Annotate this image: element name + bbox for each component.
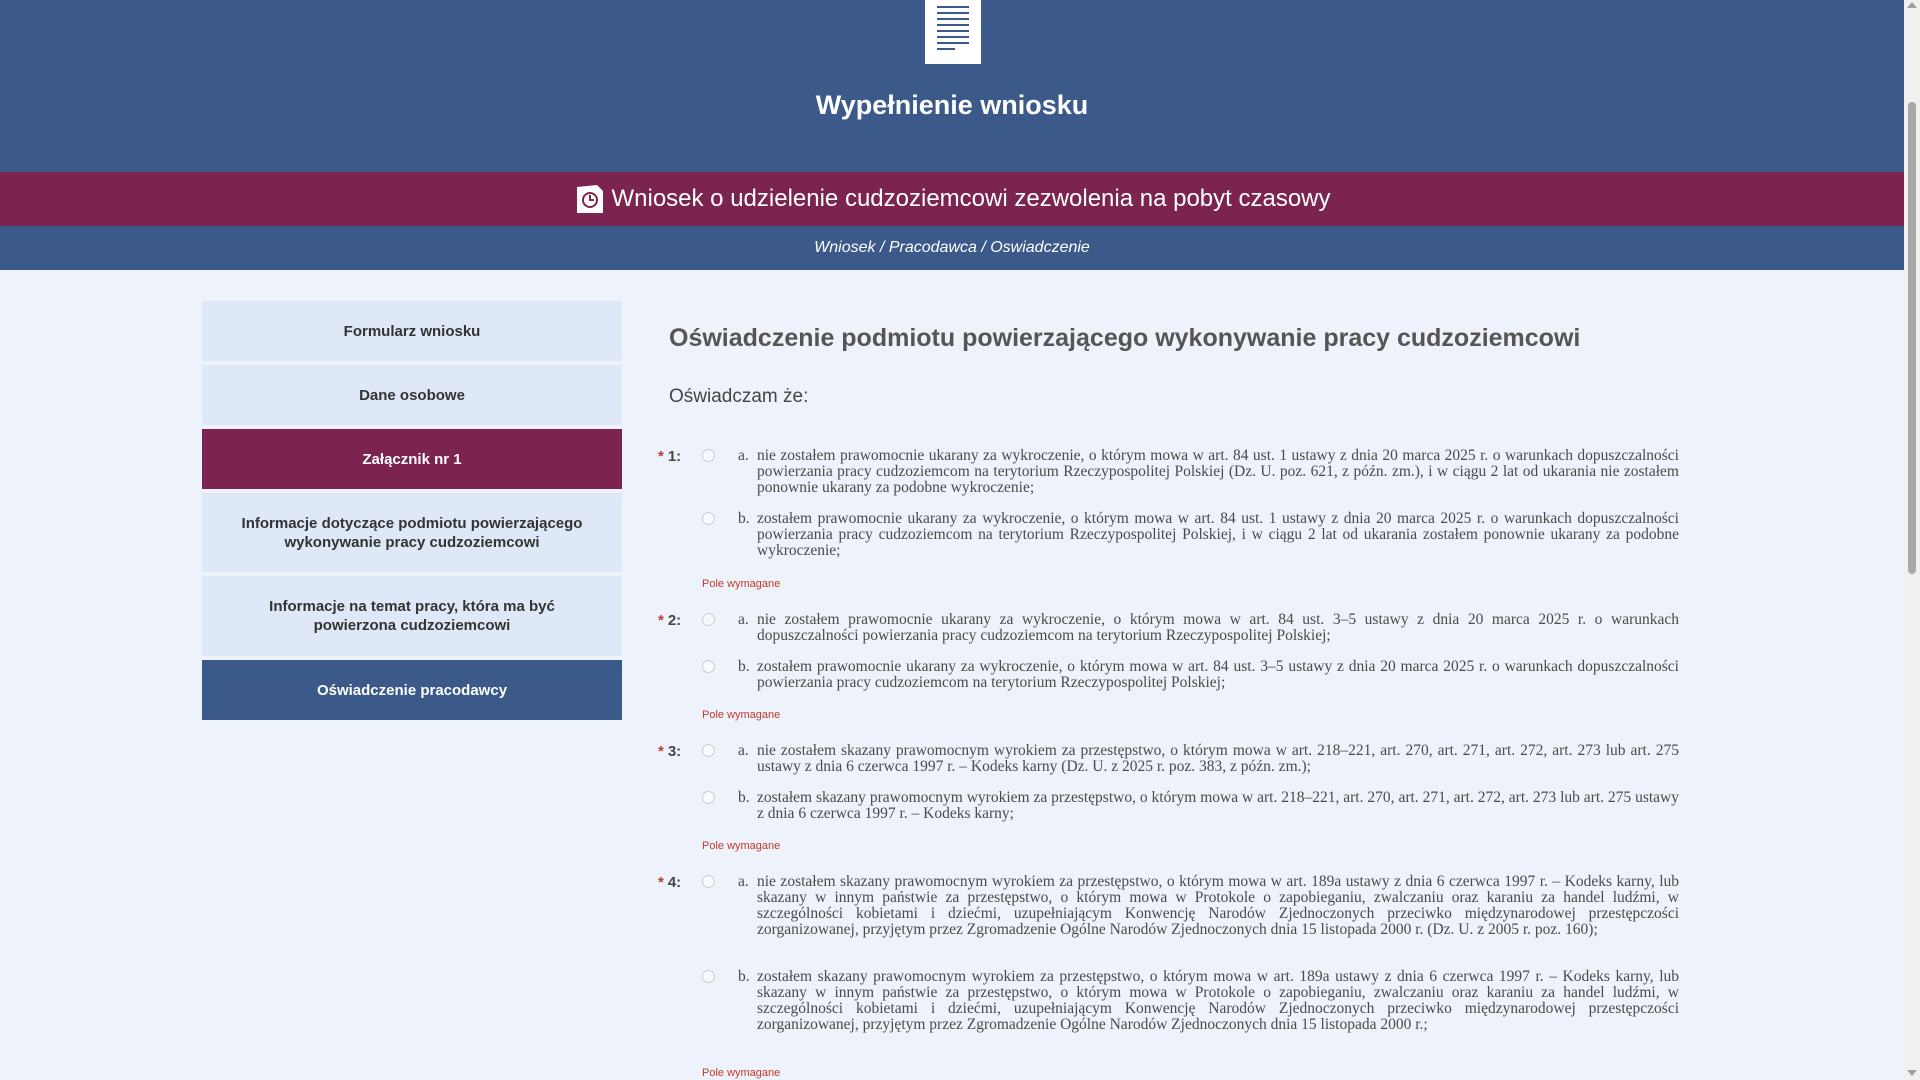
sidebar-item-label: Formularz wniosku bbox=[343, 322, 481, 340]
radio-button[interactable] bbox=[702, 613, 715, 626]
radio-button[interactable] bbox=[702, 512, 715, 525]
sidebar-item-dane-osobowe[interactable] bbox=[202, 365, 622, 425]
radio-button[interactable] bbox=[702, 791, 715, 804]
sidebar-item-informacje-praca[interactable] bbox=[202, 576, 622, 656]
option-text: a. nie zostałem prawomocnie ukarany za wykroczenie, o którym mowa w art. 84 ust. 1 ustawy z dnia 20 marca 2025 r. o warunkach dopuszczalności powierzania pracy cudzoziemcom na terytorium Rzeczypospolitej Polskiej (Dz. U. poz. 621, z późn. zm.), i w ciągu 2 lat od ukarania nie zostałem ponownie ukarany za podobne wykroczenie; bbox=[738, 447, 1679, 496]
application-title: Wniosek o udzielenie cudzoziemcowi zezwolenia na pobyt czasowy bbox=[611, 185, 1331, 212]
sidebar-item-oswiadczenie-pracodawcy[interactable] bbox=[202, 660, 622, 720]
sidebar-nav bbox=[202, 301, 622, 724]
option-text: b. zostałem prawomocnie ukarany za wykroczenie, o którym mowa w art. 84 ust. 3–5 ustawy z dnia 20 marca 2025 r. o warunkach dopuszczalności powierzania pracy cudzoziemcom na terytorium Rzeczypospolitej Polskiej; bbox=[738, 658, 1679, 691]
radio-button[interactable] bbox=[702, 744, 715, 757]
sidebar-item-label: Oświadczenie pracodawcy bbox=[316, 681, 508, 699]
document-icon bbox=[925, 0, 981, 64]
question-number: * 4: bbox=[658, 874, 682, 891]
question-number: * 1: bbox=[658, 448, 682, 465]
sidebar-item-label: Informacje na temat pracy, która ma być powierzona cudzoziemcowi bbox=[269, 598, 555, 634]
intro-text: Oświadczam że: bbox=[669, 386, 809, 407]
question-number: * 3: bbox=[658, 743, 682, 760]
radio-button[interactable] bbox=[702, 875, 715, 888]
option-text: b. zostałem skazany prawomocnym wyrokiem za przestępstwo, o którym mowa w art. 218–221, art. 270, art. 271, art. 272, art. 273 lub art. 275 ustawy z dnia 6 czerwca 1997 r. – Kodeks karny; bbox=[738, 789, 1679, 822]
sidebar-item-label: Załącznik nr 1 bbox=[362, 450, 462, 468]
scroll-up-arrow-icon[interactable] bbox=[1907, 2, 1917, 8]
radio-button[interactable] bbox=[702, 449, 715, 462]
sidebar-item-label: Informacje dotyczące podmiotu powierzającego wykonywanie pracy cudzoziemcowi bbox=[241, 514, 583, 551]
sidebar-item-label: Dane osobowe bbox=[359, 386, 465, 404]
sidebar-item-informacje-podmiot[interactable] bbox=[202, 493, 622, 572]
option-text: b. zostałem prawomocnie ukarany za wykroczenie, o którym mowa w art. 84 ust. 1 ustawy z dnia 20 marca 2025 r. o warunkach dopuszczalności powierzania pracy cudzoziemcom na terytorium Rzeczypospolitej Polskiej, i w ciągu 2 lat od ukarania zostałem ponownie ukarany za podobne wykroczenie; bbox=[738, 510, 1679, 559]
question-number: * 2: bbox=[658, 612, 682, 629]
sidebar-item-zalacznik-nr-1[interactable] bbox=[202, 429, 622, 489]
breadcrumb: Wniosek / Pracodawca / Oswiadczenie bbox=[0, 226, 1904, 270]
vertical-scrollbar[interactable] bbox=[1904, 0, 1920, 1080]
option-text: a. nie zostałem prawomocnie ukarany za wykroczenie, o którym mowa w art. 84 ust. 3–5 ustawy z dnia 20 marca 2025 r. o warunkach dopuszczalności powierzania pracy cudzoziemcom na terytorium Rzeczypospolitej Polskiej; bbox=[738, 611, 1679, 644]
option-text: a. nie zostałem skazany prawomocnym wyrokiem za przestępstwo, o którym mowa w art. 218–221, art. 270, art. 271, art. 272, art. 273 lub art. 275 ustawy z dnia 6 czerwca 1997 r. – Kodeks karny (Dz. U. z 2025 r. poz. 383, z późn. zm.); bbox=[738, 742, 1679, 775]
radio-button[interactable] bbox=[702, 660, 715, 673]
radio-button[interactable] bbox=[702, 970, 715, 983]
application-banner bbox=[0, 172, 1904, 226]
clock-document-icon bbox=[573, 183, 605, 215]
required-message: Pole wymagane bbox=[702, 578, 781, 590]
scroll-down-arrow-icon[interactable] bbox=[1907, 1070, 1917, 1076]
required-message: Pole wymagane bbox=[702, 840, 781, 852]
required-message: Pole wymagane bbox=[702, 709, 781, 721]
option-text: b. zostałem skazany prawomocnym wyrokiem za przestępstwo, o którym mowa w art. 189a ustawy z dnia 6 czerwca 1997 r. – Kodeks karny, lub skazany w innym państwie za przestępstwo, o którym mowa w Protokole o zapobieganiu, zwalczaniu oraz karaniu za handel ludźmi, w szczególności kobietami i dziećmi, uzupełniającym Konwencję Narodów Zjednoczonych przeciwko międzynarodowej przestępczości zorganizowanej, przyjętym przez Zgromadzenie Ogólne Narodów Zjednoczonych dnia 15 listopada 2000 r.; bbox=[738, 968, 1679, 1033]
option-text: a. nie zostałem skazany prawomocnym wyrokiem za przestępstwo, o którym mowa w art. 189a ustawy z dnia 6 czerwca 1997 r. – Kodeks karny, lub skazany w innym państwie za przestępstwo, o którym mowa w Protokole o zapobieganiu, zwalczaniu oraz karaniu za handel ludźmi, w szczególności kobietami i dziećmi, uzupełniającym Konwencję Narodów Zjednoczonych przeciwko międzynarodowej przestępczości zorganizowanej, przyjętym przez Zgromadzenie Ogólne Narodów Zjednoczonych dnia 15 listopada 2000 r. (Dz. U. z 2005 r. poz. 160); bbox=[738, 873, 1679, 938]
sidebar-item-formularz-wniosku[interactable] bbox=[202, 301, 622, 361]
section-title: Oświadczenie podmiotu powierzającego wykonywanie pracy cudzoziemcowi bbox=[669, 324, 1581, 352]
page-title: Wypełnienie wniosku bbox=[815, 90, 1089, 120]
top-header bbox=[0, 0, 1904, 172]
scrollbar-thumb[interactable] bbox=[1908, 102, 1916, 574]
required-message: Pole wymagane bbox=[702, 1067, 781, 1079]
